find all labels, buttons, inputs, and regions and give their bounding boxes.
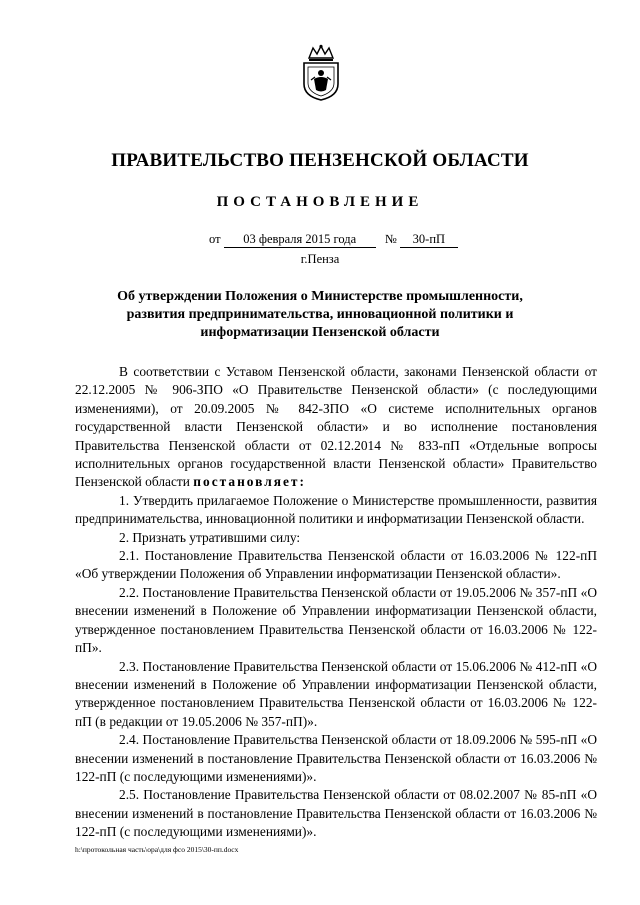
document-heading: Об утверждении Положения о Министерстве промышленности, развития предпринимательства, инновационной политики и информатизации Пензенской области — [117, 289, 523, 340]
document-number: 30-пП — [400, 232, 458, 248]
government-title: ПРАВИТЕЛЬСТВО ПЕНЗЕНСКОЙ ОБЛАСТИ — [111, 150, 529, 171]
date-prefix: от — [209, 232, 221, 246]
preamble-text: В соответствии с Уставом Пензенской области, законами Пензенской области от 22.12.2005 № 906-ЗПО «О Правительстве Пензенской области» (с последующими изменениями), от 20.09.2005 № 842-ЗПО «О системе исполнительных органов государственной власти Пензенской области» и во исполнение постановления Правительства Пензенской области от 02.12.2014 № 833-пП «Отдельные вопросы исполнительных органов государственной власти Пензенской области» Правительство Пензенской области — [75, 364, 597, 490]
item-2-2: 2.2. Постановление Правительства Пензенской области от 19.05.2006 № 357-пП «О внесении изменений в Положение об Управлении информатизации Пензенской области, утвержденное постановлением Правительства Пензенской области от 16.03.2006 № 122-пП». — [75, 584, 597, 656]
item-2-4: 2.4. Постановление Правительства Пензенской области от 18.09.2006 № 595-пП «О внесении изменений в постановление Правительства Пензенской области от 16.03.2006 № 122-пП (с последующими изменениями)». — [75, 732, 597, 784]
file-path-footer: h:\протокольная часть\ора\для фсо 2015\30-пп.docx — [75, 845, 239, 854]
resolves-word: постановляет: — [193, 474, 306, 490]
document-body — [75, 363, 597, 842]
city: г.Пенза — [300, 252, 340, 266]
document-date: 03 февраля 2015 года — [224, 232, 376, 248]
number-prefix: № — [384, 232, 397, 246]
document-type: ПОСТАНОВЛЕНИЕ — [216, 194, 424, 210]
item-2-3: 2.3. Постановление Правительства Пензенской области от 15.06.2006 № 412-пП «О внесении изменений в Положение об Управлении информатизации Пензенской области, утвержденное постановлением Правительства Пензенской области от 16.03.2006 № 122-пП (в редакции от 19.05.2006 № 357-пП)». — [75, 658, 597, 729]
date-number-line — [209, 232, 458, 248]
item-2-1: 2.1. Постановление Правительства Пензенской области от 16.03.2006 № 122-пП «Об утверждении Положения об Управлении информатизации Пензенской области». — [75, 548, 597, 582]
preamble-paragraph — [75, 363, 597, 492]
item-2: 2. Признать утратившими силу: — [119, 529, 301, 545]
item-1: 1. Утвердить прилагаемое Положение о Министерстве промышленности, развития предпринимательства, инновационной политики и информатизации Пензенской области. — [75, 492, 597, 527]
coat-of-arms-icon — [300, 44, 342, 102]
item-2-5: 2.5. Постановление Правительства Пензенской области от 08.02.2007 № 85-пП «О внесении изменений в постановление Правительства Пензенской области от 16.03.2006 № 122-пП (с последующими изменениями)». — [75, 787, 597, 840]
